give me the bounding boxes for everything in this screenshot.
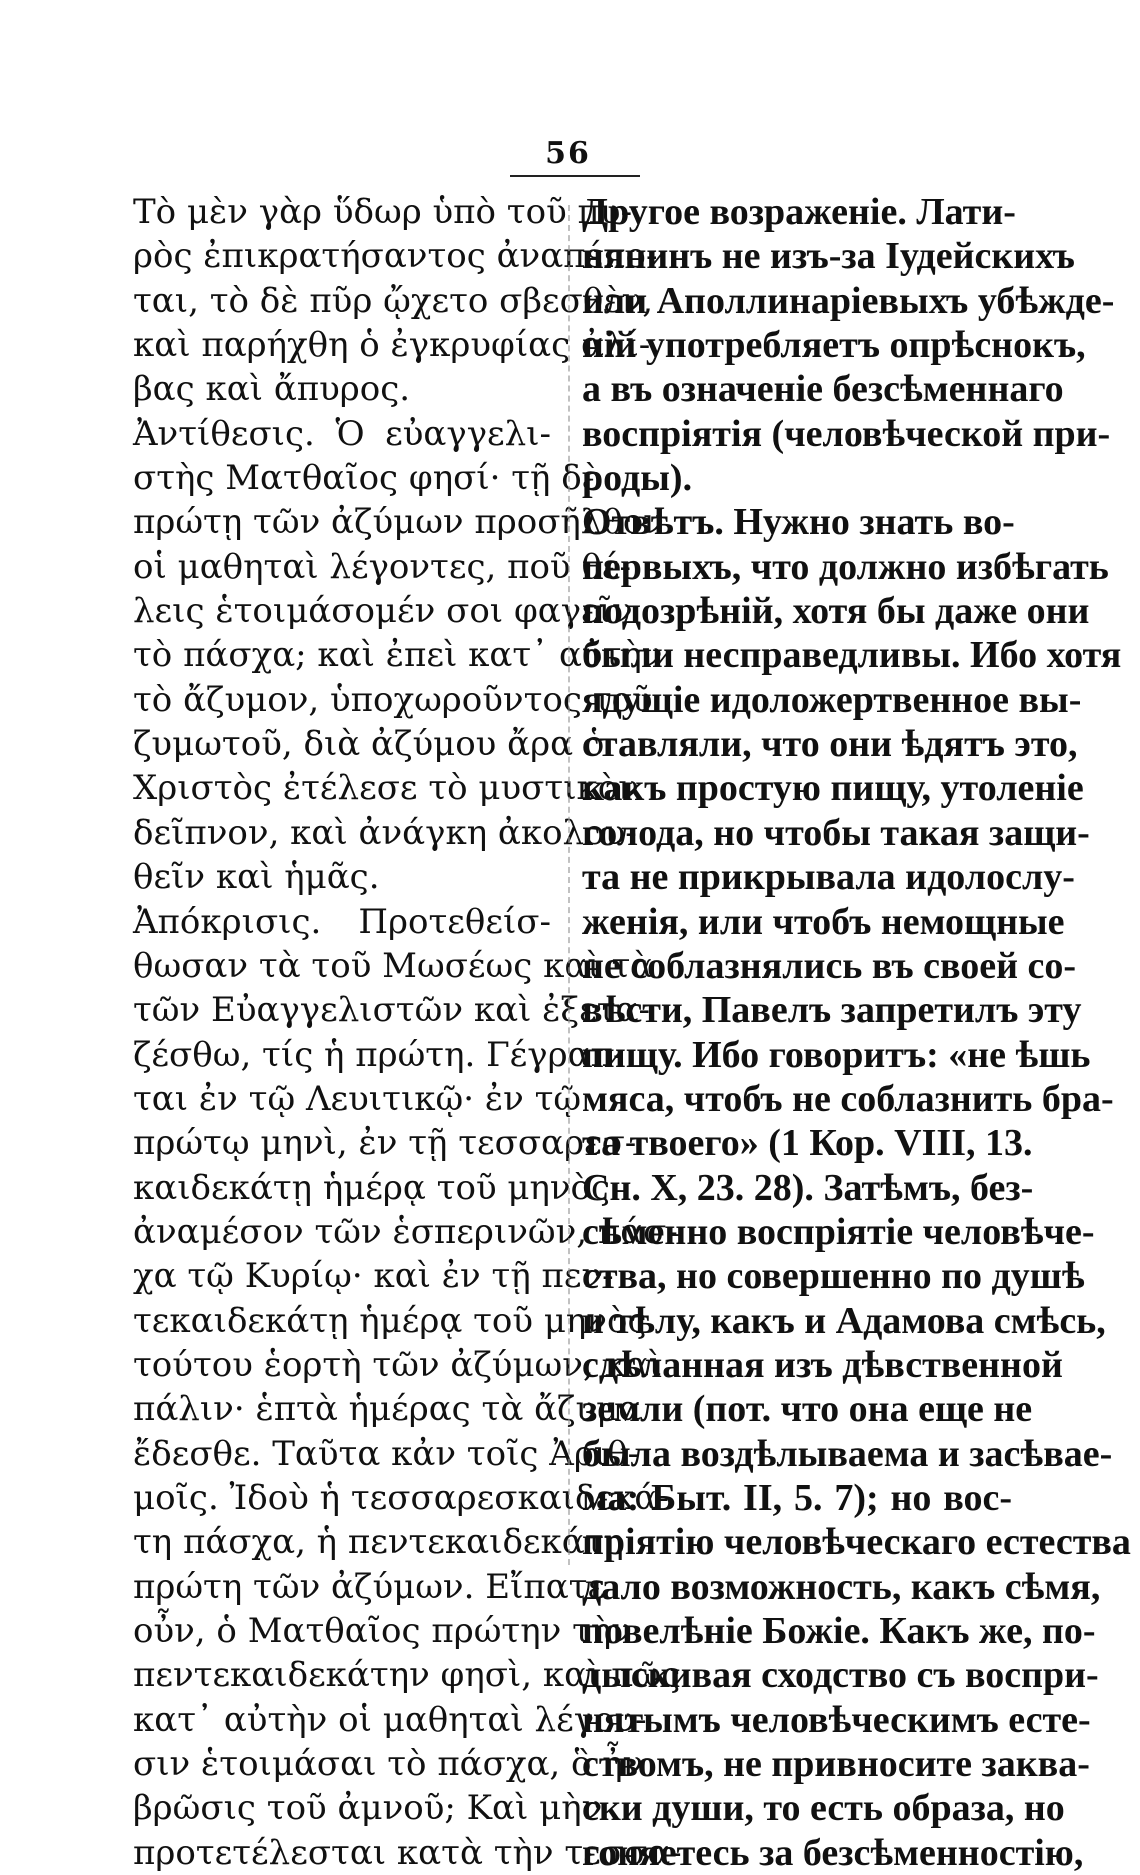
greek-text-line: ἀναμέσον τῶν ἑσπερινῶν, πάσ- (133, 1211, 678, 1252)
greek-text-line: ζέσθω, τίς ἡ πρώτη. Γέγραπ- (133, 1034, 625, 1075)
russian-text-line: ставляли, что они ѣдятъ это, (582, 723, 1078, 766)
greek-text-line: ζυμωτοῦ, διὰ ἀζύμου ἄρα ὁ (133, 724, 605, 765)
greek-text-line: κατ᾽ αὐτὴν οἱ μαθηταὶ λέγου- (133, 1699, 647, 1740)
greek-text-line: τῶν Εὐαγγελιστῶν καὶ ἐξετα- (133, 990, 651, 1031)
russian-text-line: а въ означеніе безсѣменнаго (582, 368, 1064, 411)
header-rule (510, 175, 640, 177)
greek-text-line: θεῖν καὶ ἡμᾶς. (133, 857, 380, 898)
russian-text-line: роды). (582, 457, 693, 500)
greek-text-line: βας καὶ ἄπυρος. (133, 369, 411, 410)
greek-text-line: ἔδεσθε. Ταῦτα κἀν τοῖς Ἀριθ- (133, 1433, 640, 1474)
greek-text-line: δεῖπνον, καὶ ἀνάγκη ἀκολου- (133, 812, 637, 853)
russian-text-line: ядущіе идоложертвенное вы- (582, 678, 1082, 721)
greek-text-line: πεντεκαιδεκάτην φησὶ, καὶ πῶς (133, 1655, 681, 1696)
greek-text-line: Χριστὸς ἐτέλεσε τὸ μυστικὸν (133, 768, 639, 809)
greek-text-line: Ἀπόκρισις. Προτεθείσ- (133, 901, 551, 942)
greek-text-line: τη πάσχα, ἡ πεντεκαιδεκάτη (133, 1522, 624, 1563)
greek-text-line: τούτου ἑορτὴ τῶν ἀζύμων, καὶ (133, 1344, 663, 1385)
russian-text-line: были несправедливы. Ибо хотя (582, 634, 1122, 677)
greek-text-line: χα τῷ Κυρίῳ· καὶ ἐν τῇ πεν- (133, 1256, 614, 1297)
russian-text-line: воспріятія (человѣческой при- (582, 412, 1111, 455)
russian-text-line: подозрѣній, хотя бы даже они (582, 590, 1090, 633)
russian-text-line: пріятію человѣческаго естества (582, 1521, 1131, 1564)
greek-text-line: θωσαν τὰ τοῦ Μωσέως καὶ τὰ (133, 945, 654, 986)
greek-text-line: στὴς Ματθαῖος φησί· τῇ δὲ (133, 458, 600, 499)
greek-text-line: οὖν, ὁ Ματθαῖος πρώτην τὴν (133, 1611, 632, 1651)
russian-text-line: пищу. Ибо говоритъ: «не ѣшь (582, 1033, 1091, 1076)
greek-text-line: οἱ μαθηταὶ λέγοντες, ποῦ θέ- (133, 546, 631, 587)
russian-text-line: та твоего» (1 Кор. VIII, 13. (582, 1122, 1033, 1165)
russian-text-line: дало возможность, какъ сѣмя, (582, 1565, 1101, 1608)
page-number: 56 (545, 136, 591, 171)
greek-text-line: πάλιν· ἑπτὰ ἡμέρας τὰ ἄζυμα (133, 1389, 642, 1430)
russian-text-line: ски души, то есть образа, но (582, 1787, 1065, 1830)
greek-text-line: λεις ἑτοιμάσομέν σοι φαγεῖν (133, 591, 633, 632)
greek-text-line: τὸ ἄζυμον, ὑποχωροῦντος τοῦ (133, 679, 653, 720)
column-divider (568, 205, 570, 1565)
greek-text-line: Ἀντίθεσις. Ὁ εὐαγγελι- (133, 413, 551, 454)
russian-text-line: нятымъ человѣческимъ есте- (582, 1698, 1091, 1741)
russian-text-line: Отвѣтъ. Нужно знать во- (582, 501, 1015, 544)
russian-text-line: ній употребляетъ опрѣснокъ, (582, 324, 1086, 367)
greek-text-line: ρὸς ἐπικρατήσαντος ἀναπέπο- (133, 236, 658, 277)
russian-text-line: и тѣлу, какъ и Адамова смѣсь, (582, 1299, 1106, 1342)
russian-text-line: мяса, чтобъ не соблазнить бра- (582, 1077, 1114, 1120)
greek-text-line: τεκαιδεκάτῃ ἡμέρᾳ τοῦ μηνὸς (133, 1300, 647, 1341)
greek-text-line: τὸ πάσχα; καὶ ἐπεὶ κατ᾽ αὐτὴν (133, 635, 663, 676)
russian-text-line: ства, но совершенно по душѣ (582, 1255, 1085, 1298)
greek-text-line: καιδεκάτῃ ἡμέρᾳ τοῦ μηνὸς (133, 1167, 611, 1208)
greek-text-line: ται, τὸ δὲ πῦρ ᾤχετο σβεσθὲν, (133, 280, 654, 321)
russian-text-line: ма: Быт. II, 5. 7); но вос- (582, 1476, 1012, 1519)
russian-text-line: та не прикрывала идолослу- (582, 856, 1075, 899)
russian-text-line: сѣменно воспріятіе человѣче- (582, 1210, 1095, 1253)
greek-text-line: βρῶσις τοῦ ἀμνοῦ; Καὶ μὴν (133, 1788, 603, 1829)
russian-text-line: Другое возраженіе. Лати- (582, 191, 1016, 233)
greek-text-line: πρώτῃ τῶν ἀζύμων προσῆλθον (133, 502, 664, 543)
russian-text-line: была воздѣлываема и засѣвае- (582, 1432, 1113, 1475)
russian-text-line: какъ простую пищу, утоленіе (582, 767, 1084, 810)
greek-text-line: προτετέλεσται κατὰ τὴν τεσσα- (133, 1832, 682, 1873)
greek-text-line: μοῖς. Ἰδοὺ ἡ τεσσαρεσκαιδεκά- (133, 1477, 669, 1518)
russian-text-line: женія, или чтобъ немощные (582, 900, 1065, 943)
russian-text-line: голода, но чтобы такая защи- (582, 811, 1090, 854)
greek-text-line: σιν ἑτοιμάσαι τὸ πάσχα, ὃ ἦν (133, 1744, 644, 1785)
russian-text-line: первыхъ, что должно избѣгать (582, 545, 1109, 588)
russian-text-line: вѣсти, Павелъ запретилъ эту (582, 989, 1082, 1032)
greek-text-line: ται ἐν τῷ Λευιτικῷ· ἐν τῷ (133, 1078, 582, 1119)
russian-text-line: или Аполлинаріевыхъ убѣжде- (582, 279, 1115, 322)
greek-text-line: πρώτῳ μηνὶ, ἐν τῇ τεσσαρεσ- (133, 1123, 637, 1164)
russian-text-line: нянинъ не изъ-за Іудейскихъ (582, 235, 1075, 278)
russian-text-line: не соблазнялись въ своей со- (582, 944, 1077, 987)
russian-text-line: дыскивая сходство съ воспри- (582, 1654, 1099, 1697)
russian-text-column (582, 190, 1131, 1875)
russian-text-line: сдѣланная изъ дѣвственной (582, 1343, 1063, 1386)
russian-text-line: земли (пот. что она еще не (582, 1388, 1033, 1431)
russian-text-line: Сн. X, 23. 28). Затѣмъ, без- (582, 1166, 1034, 1209)
greek-text-line: Τὸ μὲν γὰρ ὕδωρ ὑπὸ τοῦ πυ- (133, 192, 633, 232)
russian-text-line: повелѣніе Божіе. Какъ же, по- (582, 1610, 1096, 1652)
russian-text-line: гоняетесь за безсѣменностію, (582, 1831, 1084, 1874)
greek-text-line: πρώτη τῶν ἀζύμων. Εἴπατε (133, 1566, 606, 1607)
russian-text-line: ствомъ, не привносите заква- (582, 1743, 1090, 1786)
greek-text-line: καὶ παρήχθη ὁ ἐγκρυφίας ἀλί- (133, 325, 651, 366)
